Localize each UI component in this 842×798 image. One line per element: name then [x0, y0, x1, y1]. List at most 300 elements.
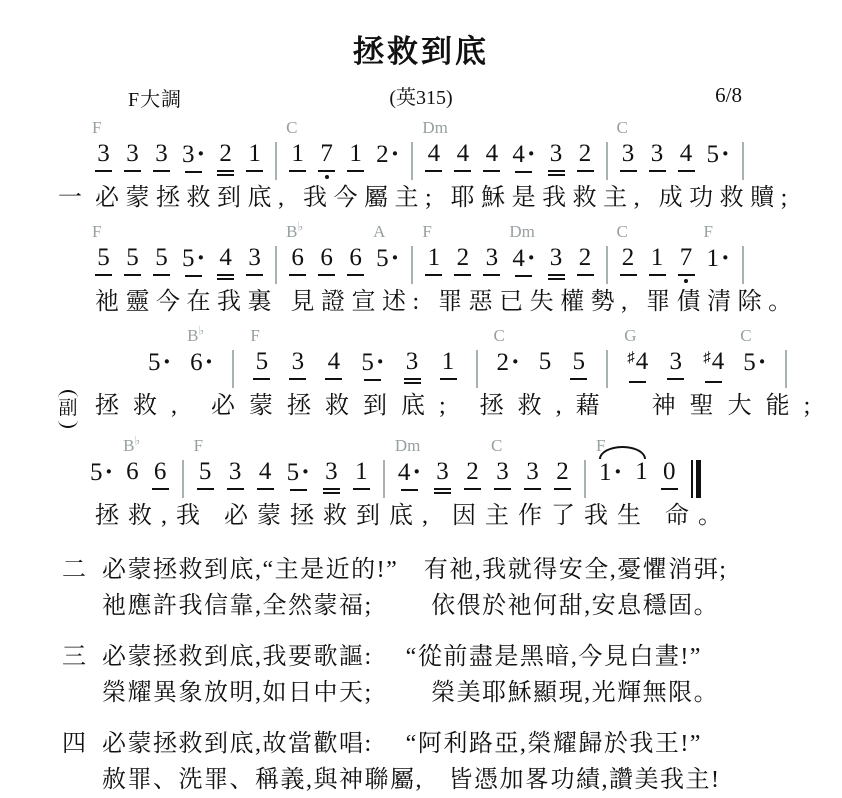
note-digit: 4: [456, 140, 470, 167]
note-digit: 5: [743, 349, 756, 376]
note-digit: 3: [126, 140, 139, 167]
note-digit: 3: [228, 458, 242, 485]
eighth-underline: [425, 170, 442, 172]
note-digit: 2: [578, 140, 592, 167]
eighth-underline: [661, 488, 678, 490]
chord-label: F: [193, 436, 204, 455]
flat-symbol: ♭: [198, 323, 205, 338]
notation-area: [0, 117, 842, 532]
chord-label: B♭: [123, 433, 141, 455]
paren-arc-bottom: [58, 420, 78, 428]
dot-after: ·: [162, 347, 172, 376]
note-main: [457, 245, 470, 271]
note: [124, 245, 141, 276]
barline: [742, 246, 744, 284]
note-main: [325, 459, 338, 485]
note: [123, 433, 141, 485]
note: [434, 459, 451, 494]
note: [323, 459, 340, 494]
refrain-marker-parens: [58, 390, 78, 428]
low-octave-dot: [325, 175, 329, 179]
eighth-underline: [649, 170, 666, 172]
time-signature: 6/8: [715, 83, 742, 107]
dot-after: ·: [204, 347, 214, 376]
note-digit: 2: [578, 244, 592, 271]
dot-after: ·: [375, 347, 385, 376]
eighth-underline: [153, 170, 170, 172]
eighth-underline: [515, 275, 532, 277]
note-digit: 5: [90, 459, 103, 486]
eighth-underline: [124, 274, 141, 276]
eighth-underline: [347, 170, 364, 172]
note: [599, 459, 622, 486]
note-main: [376, 245, 399, 272]
note: [227, 459, 244, 490]
note-main: [126, 245, 139, 271]
verse-number: 二: [62, 557, 86, 583]
eighth-underline: [401, 489, 418, 491]
eighth-underline: [364, 379, 381, 381]
note: [703, 222, 730, 272]
note-digit: 1: [441, 348, 455, 375]
barline: [275, 142, 277, 180]
note-main: [627, 349, 648, 378]
note: [347, 141, 364, 172]
note-main: [680, 141, 693, 167]
note: [217, 245, 234, 280]
eighth-underline: [318, 274, 335, 276]
note-digit: 2: [466, 458, 479, 485]
note-main: [622, 245, 635, 271]
barline: [411, 246, 413, 284]
note: [250, 326, 270, 380]
note-digit: 3: [485, 244, 499, 271]
note: [289, 349, 306, 380]
note-main: [486, 141, 499, 167]
note-digit: 4: [427, 140, 441, 167]
note-digit: 5: [286, 459, 300, 486]
chord-label: F: [596, 436, 606, 455]
eighth-underline: [253, 378, 270, 380]
verse-line: 祂應許我信靠,全然蒙福; 依偎於祂何甜,安息穩固。: [102, 593, 720, 619]
note-digit: 1: [248, 140, 261, 167]
dot-after: ·: [301, 457, 310, 486]
chord-label: B♭: [286, 219, 304, 241]
note-digit: 3: [182, 141, 195, 168]
eighth-underline: [246, 274, 263, 276]
eighth-underline: [434, 488, 451, 490]
verse-line: 赦罪、洗罪、稱義,與神聯屬, 皆憑加畧功績,讚美我主!: [102, 767, 721, 793]
note-main: [219, 245, 232, 271]
eighth-underline: [649, 274, 666, 276]
sharp-symbol: ♯: [627, 350, 635, 366]
barline: [742, 142, 744, 180]
note-digit: 3: [549, 244, 563, 271]
verse-number: 三: [62, 644, 86, 670]
note-digit: 2: [496, 349, 510, 376]
music-line-3: [0, 325, 842, 428]
chord-label: C: [616, 118, 628, 137]
note-digit: 3: [436, 458, 449, 485]
note: [361, 349, 384, 381]
lyric-line-3: 拯救, 必蒙拯救到底; 拯救,藉 神聖大能;: [95, 393, 825, 419]
refrain-marker-char: 副: [58, 398, 78, 419]
eighth-underline: [404, 378, 421, 380]
eighth-underline: [257, 488, 274, 490]
note-digit: 1: [427, 244, 441, 271]
note-main: [90, 459, 113, 486]
eighth-underline: [347, 274, 364, 276]
note: [318, 141, 335, 179]
hymn-number: (英315): [389, 87, 453, 109]
note-digit: 4: [258, 458, 272, 485]
chord-label: A: [373, 222, 386, 241]
note-digit: 3: [526, 458, 539, 485]
barline: [584, 460, 586, 498]
note-digit: 3: [621, 140, 635, 167]
note-digit: 3: [496, 458, 509, 485]
note-main: [320, 245, 333, 271]
eighth-underline: [483, 170, 500, 172]
note-digit: 5: [126, 244, 139, 271]
note-main: [406, 349, 419, 375]
eighth-underline: [289, 378, 306, 380]
chord-label: G: [624, 326, 637, 345]
note-digit: 5: [255, 348, 269, 375]
note-main: [126, 141, 139, 167]
note: [649, 245, 666, 276]
note-main: [512, 245, 535, 272]
note-main: [635, 459, 648, 485]
note-main: [539, 349, 552, 375]
note: [678, 141, 695, 172]
note-digit: 3: [248, 244, 261, 271]
eighth-underline: [353, 488, 370, 490]
verse-number: 四: [62, 731, 86, 757]
note: [182, 245, 205, 277]
note-digit: 1: [635, 458, 648, 485]
note-main: [651, 245, 664, 271]
note-main: [182, 141, 205, 168]
chord-label: F: [92, 118, 102, 137]
eighth-underline: [185, 171, 202, 173]
page-title: 拯救到底: [353, 34, 489, 69]
note-main: [496, 459, 509, 485]
note-main: [292, 349, 305, 375]
dot-after: ·: [196, 139, 206, 168]
eighth-underline: [515, 171, 532, 173]
paren-arc-top: [58, 390, 78, 398]
dot-after: ·: [511, 347, 520, 376]
note: [703, 349, 724, 383]
eighth-underline: [152, 488, 169, 490]
note: [153, 141, 170, 172]
note-main: [550, 245, 563, 271]
note-digit: 4: [397, 459, 411, 486]
note-main: [320, 141, 333, 167]
note-digit: 5: [361, 349, 374, 376]
dot-after: ·: [721, 243, 730, 272]
barline: [383, 460, 385, 498]
note-main: [155, 245, 168, 271]
note: [509, 222, 536, 277]
notation-row-2: [0, 221, 842, 284]
note-digit: 3: [549, 140, 563, 167]
note-main: [428, 141, 441, 167]
note: [422, 222, 442, 276]
eighth-underline: [705, 381, 722, 383]
note-digit: 1: [291, 140, 304, 167]
note-digit: 3: [155, 140, 168, 167]
note-main: [680, 245, 693, 271]
note: [616, 222, 637, 276]
note-main: [703, 349, 724, 378]
note-main: [486, 245, 499, 271]
final-barline: [691, 460, 701, 498]
final-barline-thick: [696, 460, 701, 498]
eighth-underline: [217, 170, 234, 172]
note: [440, 349, 457, 380]
note-digit: 3: [291, 348, 305, 375]
note-main: [579, 245, 592, 271]
note-main: [669, 349, 682, 375]
eighth-underline: [95, 274, 112, 276]
note-digit: 3: [405, 348, 419, 375]
verses-section: [0, 552, 842, 798]
note: [483, 245, 500, 276]
note-main: [349, 245, 362, 271]
eighth-underline: [404, 382, 421, 384]
eighth-underline: [570, 378, 587, 380]
chord-label: Dm: [509, 222, 535, 241]
note-digit: 5: [376, 245, 389, 272]
note: [678, 245, 695, 283]
dot-after: ·: [196, 243, 206, 272]
eighth-underline: [494, 488, 511, 490]
note-main: [436, 459, 449, 485]
eighth-underline: [620, 170, 637, 172]
note-main: [442, 349, 455, 375]
note-digit: 1: [349, 140, 362, 167]
note-digit: 3: [325, 458, 338, 485]
chord-label: F: [422, 222, 432, 241]
note-digit: 4: [219, 244, 232, 271]
eighth-underline: [290, 489, 307, 491]
note-main: [579, 141, 592, 167]
note: [286, 219, 306, 276]
note: [548, 141, 565, 176]
note: [483, 141, 500, 172]
note-main: [651, 141, 664, 167]
note: [454, 141, 471, 172]
eighth-underline: [434, 492, 451, 494]
note: [707, 141, 730, 168]
dot-after: ·: [613, 457, 623, 486]
eighth-underline: [323, 492, 340, 494]
dot-after: ·: [721, 139, 730, 168]
note: [182, 141, 205, 173]
eighth-underline: [440, 378, 457, 380]
note-digit: 4: [679, 140, 693, 167]
eighth-underline: [548, 174, 565, 176]
eighth-underline: [217, 174, 234, 176]
notation-row-3: [0, 325, 842, 388]
chord-label: C: [491, 436, 503, 455]
note-digit: 5: [538, 348, 552, 375]
note-main: [512, 141, 535, 168]
note-main: [291, 141, 304, 167]
eighth-underline: [577, 170, 594, 172]
chord-label: Dm: [394, 436, 421, 455]
dot-after: ·: [390, 243, 400, 272]
note-digit: 5: [572, 348, 585, 375]
note-main: [256, 349, 269, 375]
note-main: [182, 245, 205, 272]
note: [124, 141, 141, 172]
note: [554, 459, 571, 490]
note-main: [707, 141, 730, 168]
note-digit: 5: [706, 141, 720, 168]
dot-after: ·: [412, 457, 422, 486]
note: [193, 436, 214, 490]
barline: [606, 246, 608, 284]
eighth-underline: [197, 488, 214, 490]
eighth-underline: [289, 170, 306, 172]
note-digit: 1: [355, 458, 368, 485]
meta-row: [0, 81, 842, 111]
eighth-underline: [483, 274, 500, 276]
note-digit: 6: [320, 244, 333, 271]
refrain-marker: [58, 390, 95, 428]
note: [464, 459, 481, 490]
note-digit: 4: [327, 348, 341, 375]
note: [493, 326, 520, 376]
note: [616, 118, 637, 172]
note-digit: 4: [512, 245, 525, 272]
note-main: [287, 459, 310, 486]
barline: [606, 350, 608, 388]
note: [246, 245, 263, 276]
eighth-underline: [124, 170, 141, 172]
sharp-symbol: ♯: [703, 350, 711, 366]
note-digit: 4: [635, 348, 649, 375]
eighth-underline: [217, 278, 234, 280]
note-main: [556, 459, 569, 485]
note: [90, 459, 113, 486]
note-main: [428, 245, 441, 271]
note: [246, 141, 263, 172]
note: [187, 323, 214, 376]
eighth-underline: [548, 274, 565, 276]
music-line-2: [0, 221, 842, 318]
barline: [275, 246, 277, 284]
note-main: [355, 459, 368, 485]
dot-after: ·: [526, 139, 536, 168]
chord-label: F: [703, 222, 713, 241]
note-digit: 1: [706, 245, 720, 272]
low-octave-dot: [684, 279, 688, 283]
eighth-underline: [629, 381, 646, 383]
note: [491, 436, 511, 490]
note-main: [97, 245, 110, 271]
eighth-underline: [227, 488, 244, 490]
note-main: [219, 141, 232, 167]
note-main: [457, 141, 470, 167]
note-main: [97, 141, 110, 167]
note: [325, 349, 342, 380]
chord-label: C: [286, 118, 298, 137]
note: [422, 118, 448, 172]
note: [577, 245, 594, 276]
note-main: [148, 349, 171, 376]
note: [577, 141, 594, 172]
note-digit: 3: [97, 140, 110, 167]
verse-lines: [102, 552, 727, 624]
note-main: [526, 459, 539, 485]
verse-lines: [102, 639, 719, 711]
verse-line: 必蒙拯救到底,故當歡唱: “阿利路亞,榮耀歸於我王!”: [102, 731, 702, 757]
note: [624, 326, 649, 383]
music-line-4: [0, 435, 842, 532]
note-main: [550, 141, 563, 167]
verse-line: 榮耀異象放明,如日中天; 榮美耶穌顯現,光輝無限。: [102, 680, 720, 706]
note-digit: 2: [456, 244, 470, 271]
note-digit: 4: [711, 348, 725, 375]
barline: [411, 142, 413, 180]
eighth-underline: [454, 274, 471, 276]
verse-line: 必蒙拯救到底,“主是近的!” 有祂,我就得安全,憂懼消弭;: [102, 557, 728, 583]
eighth-underline: [153, 274, 170, 276]
eighth-underline: [325, 378, 342, 380]
chord-label: B♭: [187, 323, 205, 345]
note-digit: 1: [599, 459, 612, 486]
note-main: [349, 141, 362, 167]
note: [740, 326, 767, 376]
eighth-underline: [217, 274, 234, 276]
tie-group: [596, 436, 648, 486]
note: [318, 245, 335, 276]
music-line-1: [0, 117, 842, 214]
eighth-underline: [524, 488, 541, 490]
eighth-underline: [620, 274, 637, 276]
note-main: [190, 349, 213, 376]
dot-after: ·: [526, 243, 536, 272]
eighth-underline: [548, 278, 565, 280]
verse-四: [62, 726, 842, 798]
chord-label: F: [250, 326, 260, 345]
note-digit: 1: [650, 244, 664, 271]
note: [661, 459, 678, 490]
verse-line: 必蒙拯救到底,我要歌謳: “從前盡是黑暗,今見白晝!”: [102, 644, 702, 670]
note-digit: 5: [182, 245, 195, 272]
note: [257, 459, 274, 490]
flat-symbol: ♭: [297, 219, 304, 234]
lyric-line-2: 祂靈今在我裏 見證宣述: 罪惡已失權勢, 罪債清除。: [95, 289, 799, 315]
note: [373, 222, 400, 272]
eighth-underline: [464, 488, 481, 490]
verse-二: [62, 552, 842, 624]
note-main: [154, 459, 167, 485]
note-digit: 5: [198, 458, 212, 485]
note-digit: 2: [219, 140, 232, 167]
note-digit: 2: [556, 458, 569, 485]
note: [217, 141, 234, 176]
note: [512, 141, 535, 173]
note-main: [328, 349, 341, 375]
eighth-underline: [548, 170, 565, 172]
verse-lines: [102, 726, 721, 798]
lyric-line-4: 拯救,我 必蒙拯救到底, 因主作了我生 命。: [95, 503, 731, 529]
